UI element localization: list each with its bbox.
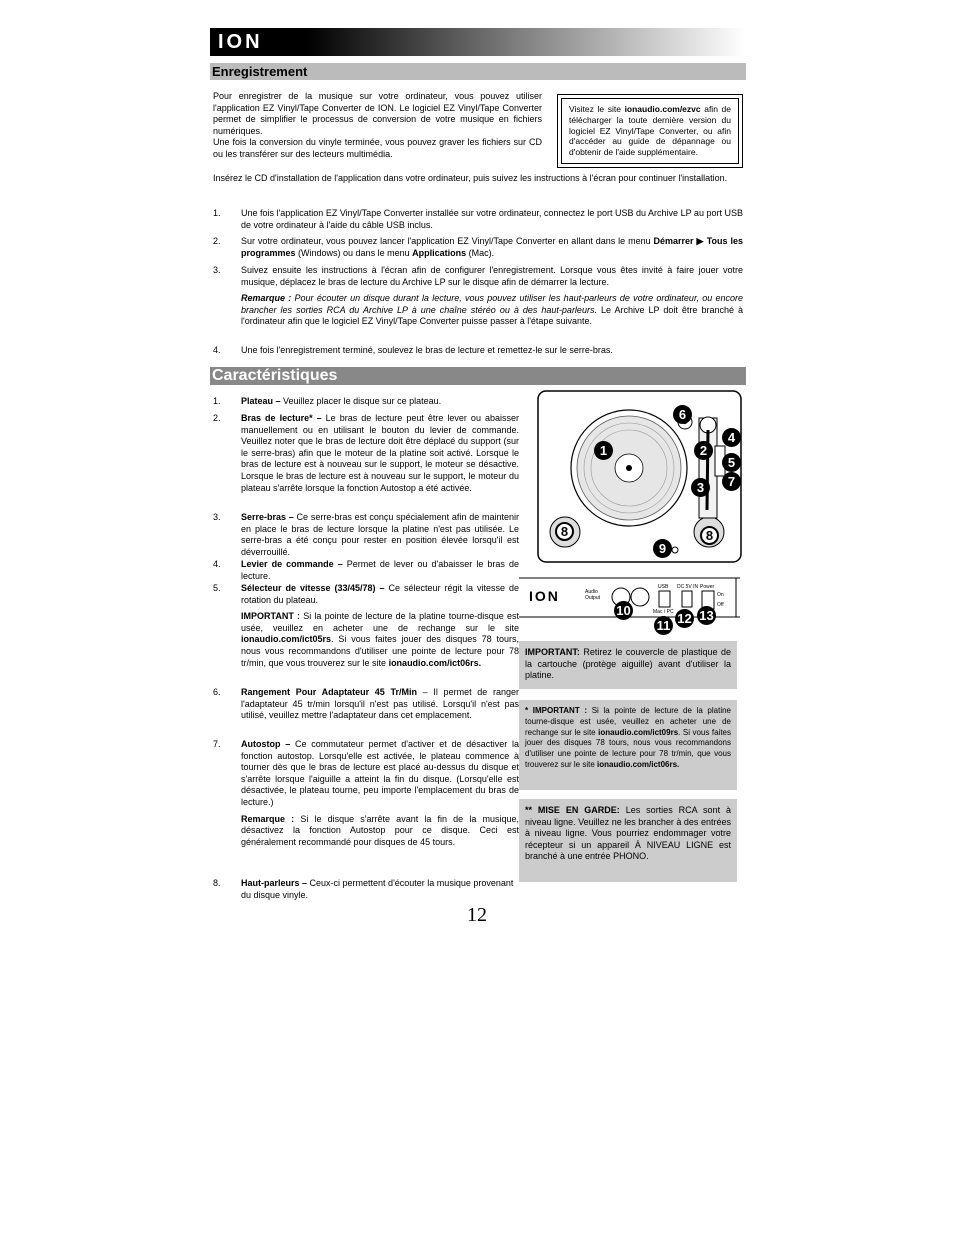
ict06rs-link[interactable]: ionaudio.com/ict06rs.: [388, 657, 482, 668]
callout-badge-4: 4: [722, 428, 741, 447]
callout-badge-12: 12: [675, 609, 694, 628]
callout-badge-10: 10: [614, 601, 633, 620]
rear-ion-logo: ION: [529, 588, 560, 604]
important-stylus-box: * IMPORTANT : Si la pointe de lecture de la platine tourne-disque est usée, veuillez en acheter une de rechange sur le site ionaudio.com/ict09rs. Si vous faites jouer des disques 78 tours, nous vous recommandons d'utiliser une pointe de lecture pour 78 tr/min, que vous trouverez sur le site ionaudio.com/ict06rs.: [519, 700, 737, 790]
list-item: 6. Rangement Pour Adaptateur 45 Tr/Min – Il permet de ranger l'adaptateur 45 tr/min lorsqu'il n'est pas utilisé. Lorsqu'il n'est pas utilisé, veuillez mettre l'adaptateur dans cet emplacement.: [213, 687, 519, 721]
callout-badge-13: 13: [697, 606, 716, 625]
callout-badge-5: 5: [722, 453, 741, 472]
recording-intro: [213, 91, 542, 161]
intro-paragraph-2: Une fois la conversion du vinyle terminée, vous pouvez graver les fichiers sur CD ou les transférer sur des lecteurs multimédia.: [213, 137, 542, 159]
section-title-recording: Enregistrement: [210, 63, 746, 80]
turntable-top-diagram: [537, 390, 742, 563]
ion-logo: ION: [218, 31, 263, 53]
callout-badge-3: 3: [691, 478, 710, 497]
callout-badge-2: 2: [694, 441, 713, 460]
list-item: 1. Une fois l'application EZ Vinyl/Tape Converter installée sur votre ordinateur, connectez le port USB du Archive LP au port USB de votre ordinateur à l'aide du câble USB inclus.: [213, 208, 743, 230]
list-item: 4. Levier de commande – Permet de lever ou d'abaisser le bras de lecture.: [213, 559, 519, 581]
callout-badge-7: 7: [722, 472, 741, 491]
section-title-features: Caractéristiques: [210, 367, 746, 385]
callout-badge-8-left: 8: [555, 522, 574, 541]
install-paragraph: Insérez le CD d'installation de l'application dans votre ordinateur, puis suivez les instructions à l'écran pour continuer l'installation.: [213, 173, 728, 183]
list-item: 4. Une fois l'enregistrement terminé, soulevez le bras de lecture et remettez-le sur le serre-bras.: [213, 345, 613, 355]
rear-usb-sub-label: Mac / PC: [653, 609, 674, 615]
rear-dc-label: DC 5V IN: [677, 584, 699, 590]
rear-on-label: On: [717, 592, 724, 598]
rear-usb-label: USB: [658, 584, 669, 590]
rear-panel-diagram: [519, 577, 740, 637]
step-note: Remarque : Pour écouter un disque durant la lecture, vous pouvez utiliser les haut-parleurs de votre ordinateur, ou encore brancher les sorties RCA du Archive LP à une chaîne stéréo ou à des haut-parleurs. Le Archive LP doit être branché à l'ordinateur afin que le logiciel EZ Vinyl/Tape Converter puisse passer à l'étape suivante.: [241, 293, 744, 327]
important-box: IMPORTANT: Retirez le couvercle de plastique de la cartouche (protège aiguille) avant d'utiliser la platine.: [519, 641, 737, 689]
warning-box: ** MISE EN GARDE: Les sorties RCA sont à niveau ligne. Veuillez ne les brancher à des entrées à niveau ligne. Vous pourriez endommager votre récepteur si un appareil À NIVEAU LIGNE est branché à une entrée PHONO.: [519, 799, 737, 882]
list-item: 2. Bras de lecture* – Le bras de lecture peut être lever ou abaisser manuellement ou en utilisant le bouton du levier de commande. Veuillez noter que le bras de lecture doit être déplacé du support (sur le serre-bras) afin que le moteur de la platine soit activé. Lorsque le bras de lecture est à nouveau sur le support, le moteur se désactive. Lorsque le bras de lecture est à nouveau sur le support, le moteur du plateau s'arrête lorsque la fonction Autostop a été activée.: [213, 413, 519, 493]
download-info-text: Visitez le site ionaudio.com/ezvc afin de télécharger la toute dernière version du logiciel EZ Vinyl/Tape Converter, ou afin d'accéder au guide de dépannage ou d'obtenir de l'aide supplémentaire.: [561, 98, 739, 164]
callout-badge-6: 6: [673, 405, 692, 424]
rear-power-label: Power: [700, 584, 715, 590]
list-item: 3. Suivez ensuite les instructions à l'écran afin de configurer l'enregistrement. Lorsque vous êtes invité à faire jouer votre musique, déplacez le bras de lecture du Archive LP sur le disque afin de démarrer la lecture. Remarque : Pour écouter un disque durant la lecture, vous pouvez utiliser les haut-parleurs de votre ordinateur, ou encore brancher les sorties RCA du Archive LP à une chaîne stéréo ou à des haut-parleurs. Le Archive LP doit être branché à l'ordinateur afin que le logiciel EZ Vinyl/Tape Converter puisse passer à l'étape suivante.: [213, 265, 744, 327]
callout-badge-9: 9: [653, 539, 672, 558]
download-info-box: [557, 94, 743, 168]
rear-audio-label: Audio Output: [585, 589, 601, 601]
ezvc-link[interactable]: ionaudio.com/ezvc: [624, 104, 701, 114]
list-item: 8. Haut-parleurs – Ceux-ci permettent d'écouter la musique provenant du disque vinyle.: [213, 878, 514, 900]
list-item: 7. Autostop – Ce commutateur permet d'activer et de désactiver la fonction autostop. Lorsqu'elle est activée, le plateau commence à tourner dès que le bras de lecture est placé au-dessus du disque et s'arrête lorsque l'aiguille a atteint la fin du disque. (Lorsqu'elle est désactivée, le plateau tourne, peu importe l'emplacement du bras de lecture.) Remarque : Si le disque s'arrête avant la fin de la musique, désactivez la fonction Autostop pour ce disque. Ceci est généralement recommandé pour disques de 45 tours.: [213, 739, 520, 847]
callout-badge-8-right: 8: [700, 526, 719, 545]
page-number: 12: [467, 904, 487, 926]
callout-badge-11: 11: [654, 616, 673, 635]
list-item: 5. Sélecteur de vitesse (33/45/78) – Ce sélecteur régit la vitesse de rotation du plateau. IMPORTANT : Si la pointe de lecture de la platine tourne-disque est usée, veuillez en acheter une de rechange sur le site ionaudio.com/ict05rs. Si vous faites jouer des disques 78 tours, nous vous recommandons d'utiliser une pointe de lecture pour 78 tr/min, que vous trouverez sur le site ionaudio.com/ict06rs.: [213, 583, 519, 668]
rear-off-label: Off: [717, 602, 724, 608]
ict06rs-sidebar-link[interactable]: ionaudio.com/ict06rs.: [597, 759, 680, 769]
header-banner: [210, 28, 746, 56]
list-item: 2. Sur votre ordinateur, vous pouvez lancer l'application EZ Vinyl/Tape Converter en allant dans le menu Démarrer ▶ Tous les programmes (Windows) ou dans le menu Applications (Mac).: [213, 236, 743, 258]
ict05rs-link[interactable]: ionaudio.com/ict05rs: [241, 634, 332, 645]
ict09rs-link[interactable]: ionaudio.com/ict09rs: [598, 727, 679, 737]
list-item: 3. Serre-bras – Ce serre-bras est conçu spécialement afin de maintenir en place le bras de lecture lorsque la platine n'est pas utilisée. Le serre-bras a été conçu pour rester en position élevée lorsqu'il est déverrouillé.: [213, 512, 519, 557]
callout-badge-1: 1: [594, 441, 613, 460]
intro-paragraph-1: Pour enregistrer de la musique sur votre ordinateur, vous pouvez utiliser l'application EZ Vinyl/Tape Converter de ION. Le logiciel EZ Vinyl/Tape Converter permet de simplifier le processus de conversion de votre musique en fichiers numériques.: [213, 91, 542, 136]
list-item: 1. Plateau – Veuillez placer le disque sur ce plateau.: [213, 396, 442, 406]
